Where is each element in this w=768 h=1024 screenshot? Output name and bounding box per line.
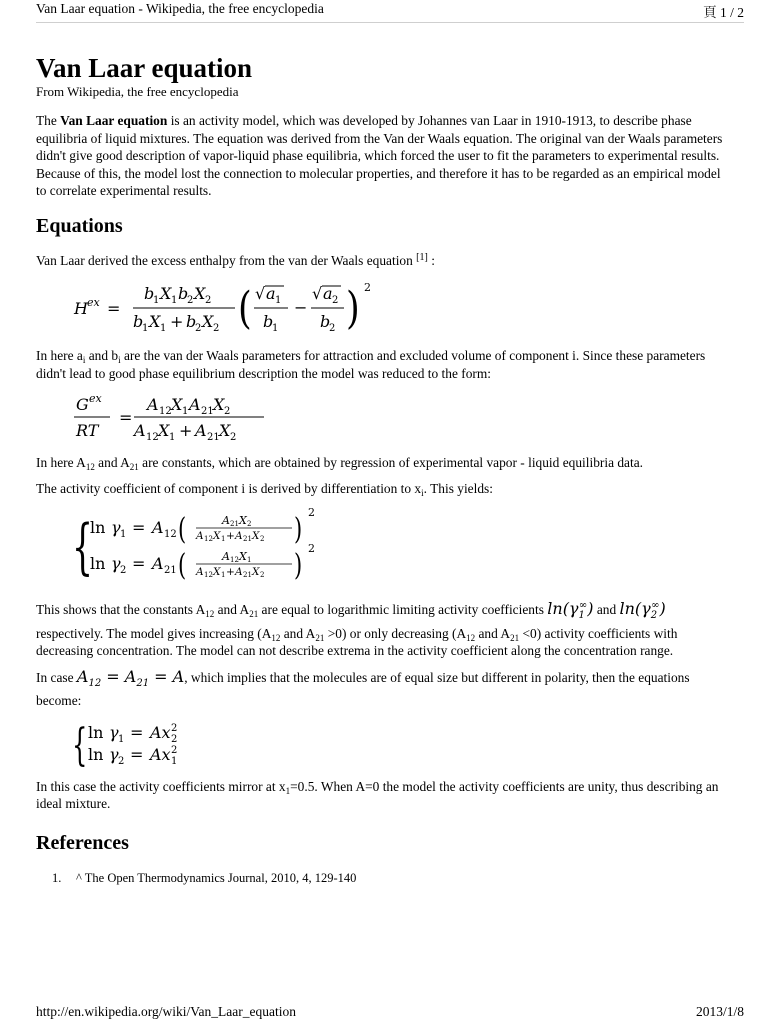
svg-text:1: 1 [272, 323, 279, 334]
equation-excess-enthalpy [36, 277, 732, 339]
svg-text:X: X [213, 530, 221, 542]
svg-text:=: = [132, 554, 146, 573]
svg-text:H: H [74, 299, 88, 318]
svg-text:=: = [130, 744, 144, 764]
svg-text:γ: γ [111, 554, 121, 573]
section-heading-equations: Equations [36, 214, 123, 237]
svg-text:=: = [107, 299, 121, 318]
footer-date: 2013/1/8 [695, 1004, 744, 1019]
svg-text:21: 21 [243, 535, 252, 543]
svg-text:21: 21 [243, 571, 252, 579]
page-title: Van Laar equation [36, 53, 253, 83]
svg-text:12: 12 [204, 535, 213, 543]
svg-text:A: A [147, 395, 159, 414]
svg-text:1: 1 [182, 406, 189, 417]
paragraph-constants: In here $A_{12}$ and $A_{21}$ are constants, which are obtained by regression of experimental vapor - liquid equilibria data. [36, 455, 644, 472]
svg-text:X: X [171, 395, 183, 414]
reference-link[interactable]: [1] [416, 251, 428, 263]
svg-text:√: √ [255, 284, 266, 303]
svg-text:21: 21 [207, 432, 220, 443]
svg-text:(: ( [238, 283, 252, 335]
svg-text:2: 2 [364, 281, 371, 294]
svg-text:X: X [160, 284, 172, 303]
paragraph-equal-case: In case $A_{12} = A_{21} = A$, which implies that the molecules are of equal size but different in polarity, then the equations become: [36, 666, 690, 709]
svg-text:X: X [202, 312, 214, 331]
svg-text:1: 1 [221, 571, 226, 579]
svg-text:A: A [196, 530, 204, 542]
svg-text:2: 2 [308, 506, 315, 519]
print-footer [36, 1002, 744, 1024]
print-header-title: Van Laar equation - Wikipedia, the free encyclopedia [36, 1, 324, 16]
svg-text:X: X [158, 421, 170, 440]
svg-text:γ: γ [109, 744, 119, 764]
svg-text:ln: ln [88, 722, 104, 742]
svg-text:A: A [195, 421, 207, 440]
section-heading-references: References [36, 831, 129, 854]
svg-text:A: A [222, 514, 230, 527]
svg-text:X: X [252, 566, 260, 578]
svg-text:2: 2 [120, 565, 127, 576]
svg-text:21: 21 [164, 565, 177, 576]
svg-text:A: A [235, 530, 243, 542]
svg-text:2: 2 [171, 722, 178, 734]
svg-text:b: b [133, 312, 144, 331]
svg-text:+: + [170, 312, 184, 331]
svg-text:√: √ [312, 284, 323, 303]
svg-text:=: = [132, 518, 146, 537]
svg-text:ln: ln [88, 744, 104, 764]
math-ln-gamma1-inf: $\ln(\gamma_1^\infty)$ [547, 599, 594, 622]
equation-gibbs-excess [36, 390, 732, 446]
svg-text:1: 1 [153, 295, 160, 306]
svg-text:1: 1 [171, 755, 178, 767]
svg-text:X: X [239, 550, 247, 563]
svg-text:X: X [149, 312, 161, 331]
svg-text:12: 12 [164, 529, 177, 540]
math-ln-gamma2-inf: $\ln(\gamma_2^\infty)$ [619, 599, 666, 622]
svg-text:Ax: Ax [150, 722, 171, 742]
svg-text:A: A [235, 566, 243, 578]
svg-text:γ: γ [109, 722, 119, 742]
svg-text:A: A [189, 395, 201, 414]
svg-text:2: 2 [329, 323, 336, 334]
paragraph-ideal-mixture: In this case the activity coefficients mirror at $x_1=0.5$. When A=0 the model the activity coefficients are unity, thus describing an ideal mixture. [36, 778, 719, 812]
svg-text:1: 1 [169, 432, 176, 443]
svg-text:1: 1 [142, 323, 149, 334]
paragraph-parameters: In here $a_i$ and $b_i$ are the van der Waals parameters for attraction and excluded volume of component i. Since these parameters didn't lead to good phase equilibrium description the model was reduced to the form: [36, 348, 706, 381]
svg-text:2: 2 [187, 295, 194, 306]
svg-text:X: X [213, 566, 221, 578]
svg-text:{: { [72, 720, 88, 770]
svg-text:{: { [72, 512, 93, 582]
svg-text:(: ( [178, 548, 187, 584]
intro-paragraph: The Van Laar equation is an activity model, which was developed by Johannes van Laar in 1910-1913, to describe phase equilibria of liquid mixtures. The equation was derived from the Van der Waals equation. The original van der Waals parameters didn't give good description of vapor-liquid phase equilibria, which forced the user to fit the parameters to experimental results. Because of this, the model lost the connection to molecular properties, and therefore it has to be regarded as an empirical model to correlate experimental results. [36, 113, 723, 198]
svg-text:ex: ex [87, 296, 100, 309]
paragraph-activity-coefficient: The activity coefficient of component i is derived by differentiation to $x_i$. This yields: [36, 480, 493, 498]
paragraph-limiting-coefficients: This shows that the constants $A_{12}$ and $A_{21}$ are equal to logarithmic limiting activity coefficients $\ln(\gamma_1^\infty)$ and $\ln(\gamma_2^\infty)$ respectively. The model gives increasing ($A_{12}$ and $A_{21} >0$) or only decreasing ($A_{12}$ and $A_{21} <0$) activity coefficients with decreasing concentration. The model can not describe extrema in the activity coefficient along the concentration range. [36, 599, 678, 659]
print-header [36, 0, 744, 20]
svg-text:b: b [263, 312, 274, 331]
svg-text:Ax: Ax [150, 744, 171, 764]
svg-text:RT: RT [76, 421, 99, 440]
svg-text:2: 2 [171, 744, 178, 756]
svg-text:2: 2 [308, 542, 315, 555]
svg-text:a: a [266, 284, 276, 303]
svg-text:1: 1 [118, 733, 125, 745]
svg-text:ln: ln [90, 554, 106, 573]
equation-symmetric [36, 718, 732, 770]
svg-text:X: X [194, 284, 206, 303]
svg-text:2: 2 [195, 323, 202, 334]
svg-text:G: G [76, 395, 89, 414]
svg-text:=: = [130, 722, 144, 742]
svg-text:b: b [186, 312, 197, 331]
paragraph-excess-enthalpy: Van Laar derived the excess enthalpy from the van der Waals equation [1] : [36, 251, 435, 268]
svg-text:X: X [252, 530, 260, 542]
svg-text:12: 12 [204, 571, 213, 579]
svg-text:+: + [179, 421, 193, 440]
references-list [36, 871, 732, 886]
svg-text:2: 2 [247, 520, 252, 528]
svg-text:1: 1 [247, 556, 252, 564]
svg-text:X: X [213, 395, 225, 414]
svg-text:2: 2 [332, 295, 339, 306]
svg-text:X: X [219, 421, 231, 440]
footer-url: http://en.wikipedia.org/wiki/Van_Laar_equation [36, 1004, 296, 1019]
print-header-page: 頁 1 / 2 [703, 5, 744, 20]
svg-text:2: 2 [205, 295, 212, 306]
svg-text:A: A [152, 554, 164, 573]
svg-text:b: b [144, 284, 155, 303]
svg-text:1: 1 [221, 535, 226, 543]
svg-text:12: 12 [159, 406, 172, 417]
reference-text[interactable]: ^ The Open Thermodynamics Journal, 2010, 4, 129-140 [76, 870, 357, 885]
svg-text:(: ( [178, 512, 187, 548]
math-a12-eq-a21-eq-a: $A_{12} = A_{21} = A$ [76, 666, 185, 689]
svg-text:=: = [119, 408, 133, 427]
svg-text:2: 2 [213, 323, 220, 334]
reference-item: 1. ^ The Open Thermodynamics Journal, 2010, 4, 129-140 [52, 870, 357, 885]
svg-text:b: b [178, 284, 189, 303]
article-content [36, 46, 732, 886]
svg-text:2: 2 [171, 733, 178, 745]
svg-text:A: A [196, 566, 204, 578]
svg-text:1: 1 [120, 529, 127, 540]
svg-text:2: 2 [260, 571, 265, 579]
svg-text:12: 12 [146, 432, 159, 443]
intro-bold-term: Van Laar equation [60, 113, 168, 128]
svg-text:+: + [226, 530, 235, 542]
svg-text:): ) [294, 548, 303, 584]
header-rule [36, 22, 744, 23]
svg-text:): ) [294, 512, 303, 548]
page-subtitle: From Wikipedia, the free encyclopedia [36, 84, 239, 99]
svg-text:ln: ln [90, 518, 106, 537]
svg-text:21: 21 [201, 406, 214, 417]
svg-text:A: A [134, 421, 146, 440]
svg-text:1: 1 [275, 295, 282, 306]
svg-text:−: − [294, 298, 308, 317]
svg-text:+: + [226, 566, 235, 578]
svg-text:2: 2 [260, 535, 265, 543]
svg-text:1: 1 [160, 323, 167, 334]
svg-text:2: 2 [230, 432, 237, 443]
svg-text:1: 1 [171, 295, 178, 306]
svg-text:21: 21 [230, 520, 239, 528]
svg-text:2: 2 [118, 755, 125, 767]
svg-text:b: b [320, 312, 331, 331]
svg-text:γ: γ [111, 518, 121, 537]
equation-activity-coefficients [36, 505, 732, 589]
svg-text:ex: ex [89, 392, 102, 405]
svg-text:a: a [323, 284, 333, 303]
svg-text:12: 12 [230, 556, 239, 564]
svg-text:A: A [152, 518, 164, 537]
svg-text:2: 2 [224, 406, 231, 417]
svg-text:X: X [239, 514, 247, 527]
svg-text:A: A [222, 550, 230, 563]
svg-text:): ) [346, 283, 360, 335]
